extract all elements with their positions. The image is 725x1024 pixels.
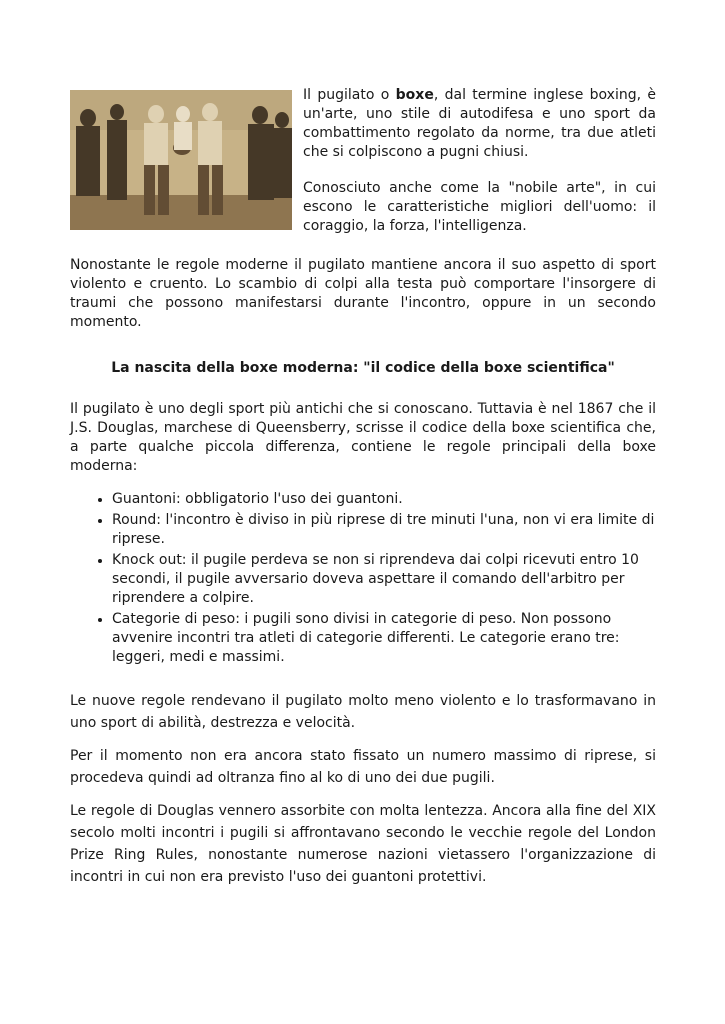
body-paragraph-5: Le regole di Douglas vennero assorbite con molta lentezza. Ancora alla fine del XIX secolo molti incontri i pugili si affrontavano secondo le vecchie regole del London Prize Ring Rules, nonostante numerose nazioni vietassero l'organizzazione di incontri in cui non era previsto l'uso dei guantoni protettivi. xyxy=(70,803,656,885)
rules-list xyxy=(70,490,656,667)
intro-p1-start: Il pugilato o xyxy=(303,87,396,103)
intro-text-block xyxy=(303,86,656,236)
list-item: • Guantoni: obbligatorio l'uso dei guantoni. xyxy=(112,490,656,509)
intro-paragraph-1 xyxy=(303,86,656,162)
document-page xyxy=(70,80,656,888)
intro-paragraph-2: Conosciuto anche come la "nobile arte", in cui escono le caratteristiche migliori dell'uomo: il coraggio, la forza, l'intelligenza. xyxy=(303,180,656,234)
body-paragraph-3: Le nuove regole rendevano il pugilato molto meno violento e lo trasformavano in uno sport di abilità, destrezza e velocità. xyxy=(70,693,656,731)
boxing-photo-illustration xyxy=(70,90,292,230)
body-paragraph-2: Il pugilato è uno degli sport più antichi che si conoscano. Tuttavia è nel 1867 che il J.S. Douglas, marchese di Queensberry, scrisse il codice della boxe scientifica che, a parte qualche piccola differenza, contiene le regole principali della boxe moderna: xyxy=(70,401,656,474)
intro-p1-bold-term: boxe xyxy=(395,87,434,103)
list-item: • Categorie di peso: i pugili sono divisi in categorie di peso. Non possono avvenire incontri tra atleti di categorie differenti. Le categorie erano tre: leggeri, medi e massimi. xyxy=(112,610,656,667)
list-item: • Knock out: il pugile perdeva se non si riprendeva dai colpi ricevuti entro 10 secondi, il pugile avversario doveva aspettare il comando dell'arbitro per riprendere a colpire. xyxy=(112,551,656,608)
intro-p1-rest: , dal termine inglese boxing, è un'arte, uno stile di autodifesa e uno sport da combattimento regolato da norme, tra due atleti che si colpiscono a pugni chiusi. xyxy=(303,87,657,160)
body-paragraph-4: Per il momento non era ancora stato fissato un numero massimo di riprese, si procedeva quindi ad oltranza fino al ko di uno dei due pugili. xyxy=(70,748,656,786)
boxing-historical-photo xyxy=(70,90,292,230)
section-heading: La nascita della boxe moderna: "il codice della boxe scientifica" xyxy=(111,360,615,376)
body-paragraph-1: Nonostante le regole moderne il pugilato mantiene ancora il suo aspetto di sport violento e cruento. Lo scambio di colpi alla testa può comportare l'insorgere di traumi che possono manifestarsi durante l'incontro, oppure in un secondo momento. xyxy=(70,257,656,330)
list-item: • Round: l'incontro è diviso in più riprese di tre minuti l'una, non vi era limite di riprese. xyxy=(112,511,656,549)
